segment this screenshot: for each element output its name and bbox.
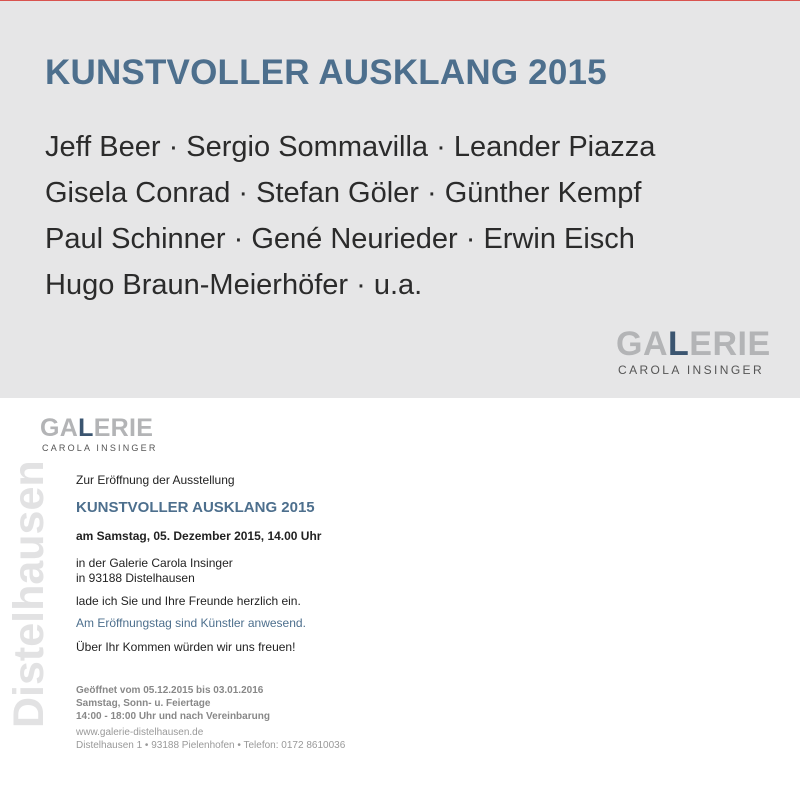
venue-line-2: in 93188 Distelhausen <box>76 571 195 585</box>
invitation-intro: Zur Eröffnung der Ausstellung <box>76 473 235 487</box>
opening-hours-times: 14:00 - 18:00 Uhr und nach Vereinbarung <box>76 711 270 722</box>
invitation-title: KUNSTVOLLER AUSKLANG 2015 <box>76 499 315 516</box>
contact-address: Distelhausen 1 • 93188 Pielenhofen • Telefon: 0172 8610036 <box>76 740 346 751</box>
website-link[interactable]: www.galerie-distelhausen.de <box>76 727 204 738</box>
artist-line-3: Paul Schinner · Gené Neurieder · Erwin Eisch <box>45 223 635 255</box>
gallery-logo-subtitle-small: CAROLA INSINGER <box>42 443 158 453</box>
gallery-logo-large <box>616 327 771 377</box>
invitation-text: lade ich Sie und Ihre Freunde herzlich ein. <box>76 594 301 608</box>
exhibition-title: KUNSTVOLLER AUSKLANG 2015 <box>45 53 607 92</box>
artist-line-1: Jeff Beer · Sergio Sommavilla · Leander Piazza <box>45 131 656 163</box>
artist-line-2: Gisela Conrad · Stefan Göler · Günther Kempf <box>45 177 642 209</box>
gallery-logo-wordmark: GALERIE <box>616 325 771 363</box>
artists-present-note: Am Eröffnungstag sind Künstler anwesend. <box>76 616 306 630</box>
artist-line-4: Hugo Braun-Meierhöfer · u.a. <box>45 269 423 301</box>
venue-line-1: in der Galerie Carola Insinger <box>76 556 233 570</box>
closing-line: Über Ihr Kommen würden wir uns freuen! <box>76 640 296 654</box>
opening-hours-dates: Geöffnet vom 05.12.2015 bis 03.01.2016 <box>76 685 264 696</box>
gallery-logo-wordmark-small: GALERIE <box>40 414 154 442</box>
vertical-location-text: Distelhausen <box>5 460 53 728</box>
opening-date: am Samstag, 05. Dezember 2015, 14.00 Uhr <box>76 529 322 543</box>
opening-hours-days: Samstag, Sonn- u. Feiertage <box>76 698 211 709</box>
gallery-logo-subtitle: CAROLA INSINGER <box>618 363 765 377</box>
gallery-logo-small <box>40 415 158 453</box>
header-panel <box>0 1 800 398</box>
